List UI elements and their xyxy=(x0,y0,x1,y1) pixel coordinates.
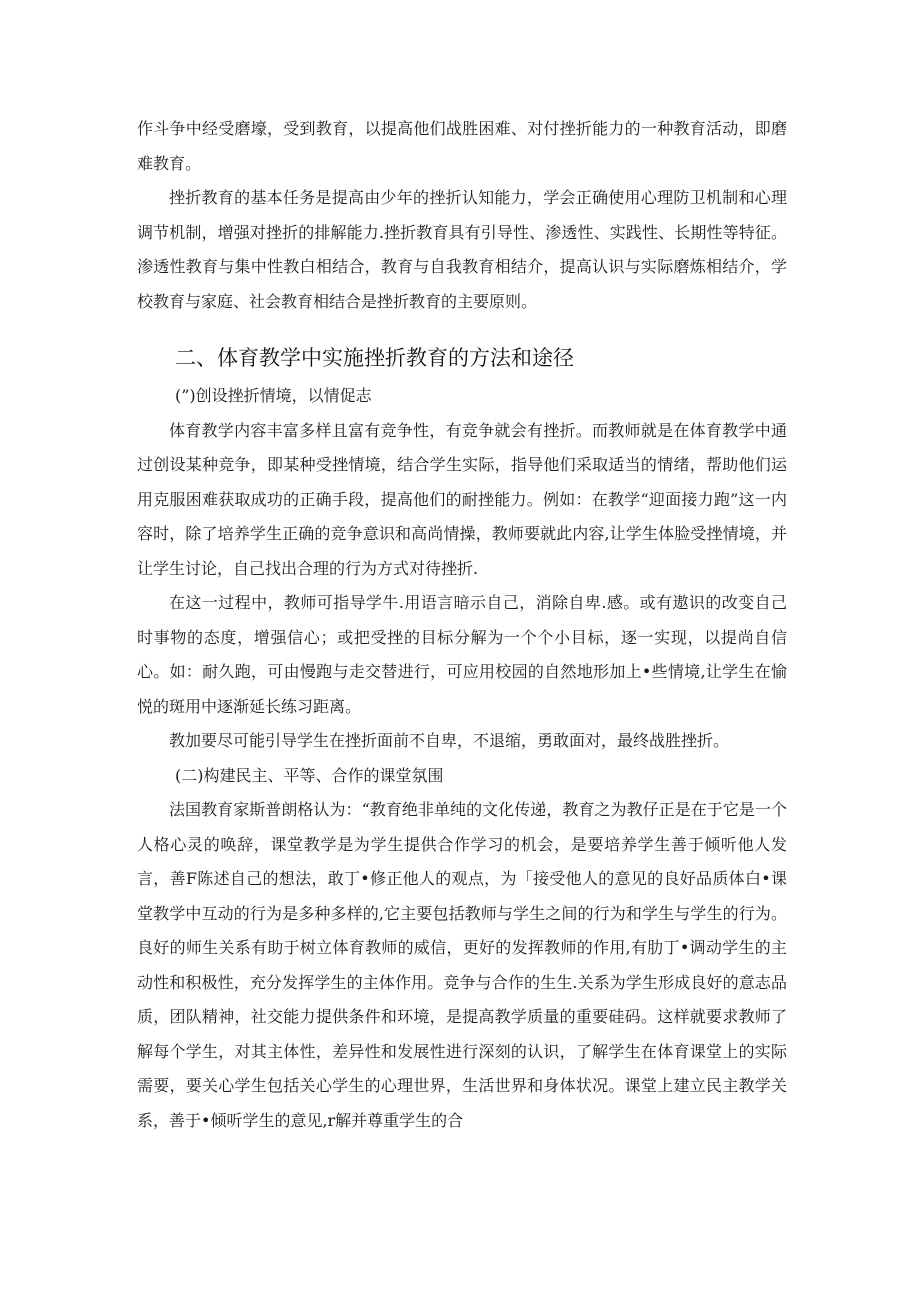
paragraph-frustration-education-tasks: 挫折教育的基本任务是提高由少年的挫折认知能力，学会正确使用心理防卫机制和心理调节机制，增强对挫折的排解能力.挫折教育具有引导性、渗透性、实践性、长期性等特征。渗透性教育与集中性教白相结合，教育与自我教育相结介，提高认识与实际磨炼相结介，学校教育与家庭、社会教育相结合是挫折教育的主要原则。 xyxy=(137,188,787,311)
paragraph: 在这一过程中，教师可指导学牛.用语言暗示自己，消除自卑.感。或有遨识的改变自己时事物的态度，增强信心；或把受挫的目标分解为一个个小目标，逐一实现，以提尚自信心。如：耐久跑，可由慢跑与走交替进行，可应用校园的自然地形加上•些情境,让学生在愉悦的斑用中逐渐延长练习距离。 xyxy=(137,593,787,716)
paragraph: 体育教学内容丰富多样且富有竞争性，有竞争就会有挫折。而教师就是在体育教学中通过创设某种竞争，即某种受挫情境，结合学生实际，指导他们采取适当的情绪，帮助他们运用克服困难获取成功的正确手段，提高他们的耐挫能力。例如：在教学“迎面接力跑”这一内容时，除了培养学生正确的竞争意识和高尚情操，教师要就此内容,让学生体脸受挫情境，并让学生讨论，自己找出合理的行为方式对待挫折. xyxy=(137,420,787,578)
paragraph: 教加要尽可能引导学生在挫折面前不自卑，不退缩，勇敢面对，最终战胜挫折。 xyxy=(169,731,730,750)
document-body xyxy=(137,112,787,1138)
paragraph-continuation: 作斗争中经受磨壕，受到教育，以提高他们战胜困难、对付挫折能力的一种教育活动，即磨难教育。 xyxy=(137,119,787,173)
subsection-heading-2: (二)构建民主、平等、合作的课堂氛围 xyxy=(175,765,444,785)
paragraph: 法国教育家斯普朗格认为：“教育绝非单纯的文化传递，教育之为教仔正是在于它是一个人格心灵的唤辞，课堂教学是为学生提供合作学习的机会，是要培养学生善于倾听他人发言，善F陈述自己的想法，敢丁•修正他人的观点，为「接受他人的意见的良好品质体白•课堂教学中互动的行为是多种多样的,它主要包括教师与学生之间的行为和学生与学生的行为。良好的师生关系有助于树立体育教师的威信，更好的发挥教师的作用,有肋丁•调动学生的主动性和积极性，充分发挥学生的主体作用。竞争与合作的生生.关系为学生形成良好的意志品质，团队精神，社交能力提供条件和环境，是提高教学质量的重要硅码。这样就要求教师了解每个学生，对其主体性，差异性和发展性进行深刻的认识，了解学生在体育课堂上的实际需要，要关心学生包括关心学生的心理世界，生活世界和身体状况。课堂上建立民主教学关系，善于•倾听学生的意见,r解并尊重学生的合 xyxy=(137,800,787,1130)
section-heading: 二、体育教学中实施挫折教育的方法和途径 xyxy=(175,346,574,370)
subsection-heading-1: (”)创设挫折情境，以情促志 xyxy=(175,386,372,405)
